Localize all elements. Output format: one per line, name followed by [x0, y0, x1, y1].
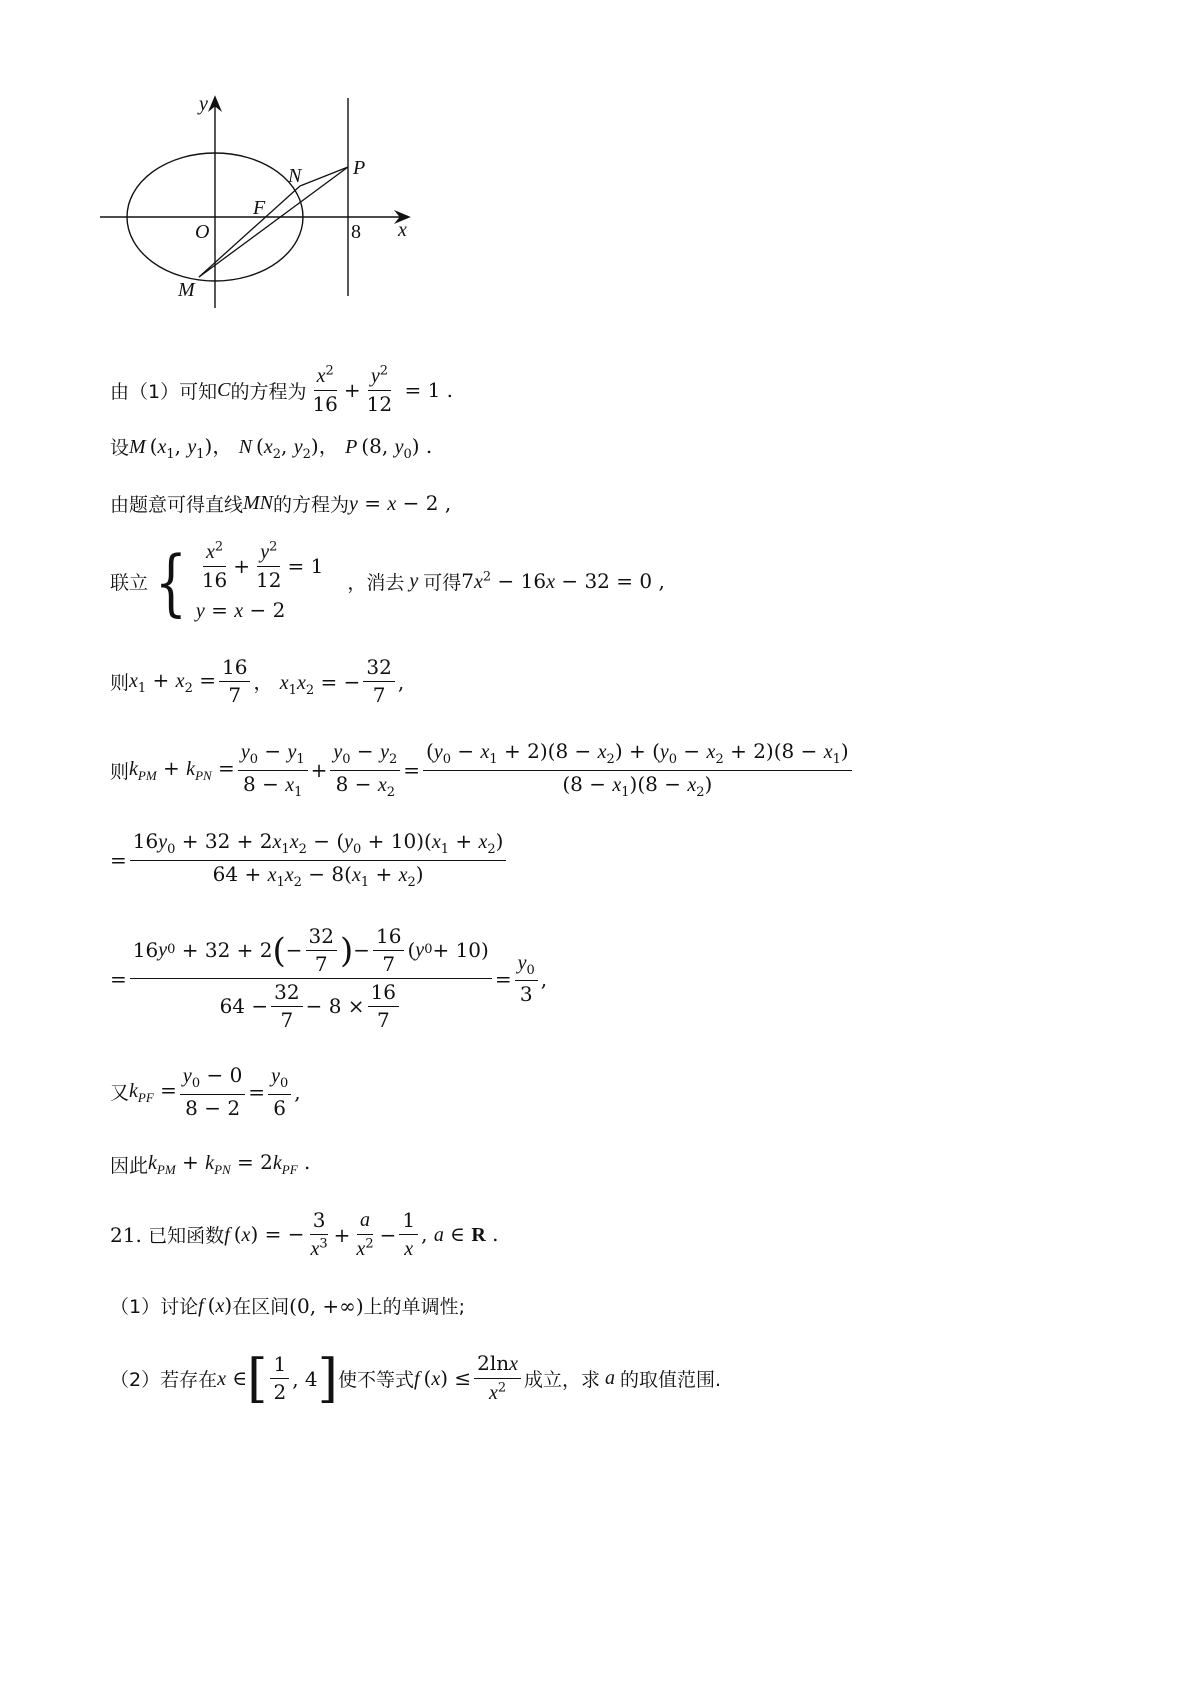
l4-prefix: 联立: [110, 572, 149, 594]
line-slope-sum: 则 $k_{PM} + k_{PN}$ = $\frac{y_0 - y_1}{8 - x_1}$ + $\frac{y_0 - y_2}{8 - x_2}$ = $\frac{(y_0 - x_1 + 2)(8 - x_2) + (y_0 - x_2 + 2)(8 - x_1)}{(8 - x_1)(8 - x_2)}$: [110, 740, 855, 801]
q1-label: （1）讨论: [110, 1296, 199, 1318]
label-f: F: [253, 197, 266, 219]
l3-prefix: 由题意可得直线: [110, 494, 244, 516]
l6-prefix: 则: [110, 760, 130, 783]
l3-mn: MN: [243, 492, 274, 514]
label-o: O: [195, 221, 210, 243]
sub-question-1: （1）讨论 f (x) 在区间 (0, +∞) 上的单调性;: [110, 1293, 466, 1318]
q2-end: 的取值范围.: [620, 1369, 722, 1391]
segment-mp: [199, 167, 348, 277]
l1-mid: 的方程为: [230, 380, 307, 403]
l5-prefix: 则: [110, 672, 130, 694]
l4-mid2: 可得: [423, 572, 462, 594]
q21-prefix: 已知函数: [148, 1225, 225, 1247]
problem-21: 21. 已知函数 f (x) = − $\frac{3}{x^3}$ + $\frac{a}{x^2}$ − $\frac{1}{x}$ , a ∈ R .: [110, 1207, 499, 1260]
line-system: 联立 { $\frac{x^2}{16}$ + $\frac{y^2}{12}$ = 1 y = x − 2 ，消去 y 可得 $7x^2 - 16x - 32 = 0$ ,: [110, 539, 665, 624]
q21-number: 21.: [110, 1222, 142, 1247]
l4-mid: ，消去: [347, 572, 405, 594]
label-m: M: [178, 279, 195, 301]
line-step-3: = 16 y 0 + 32 + 2 ( − $\frac{32}{7}$ ) − $\frac{16}{7}$ ( y 0 + 10) 64 − $\frac{32}{7}$ − 8 × $\frac{16}{7}$ = $\frac{y_0}{3}$ ,: [110, 924, 548, 1032]
l3-mid: 的方程为: [273, 494, 350, 516]
l2-prefix: 设: [110, 436, 130, 459]
segment-np: [300, 167, 348, 186]
label-8: 8: [351, 221, 361, 243]
l1-prefix: 由（1）可知: [110, 380, 218, 403]
line-step-2: = $\frac{16y_0 + 32 + 2x_1x_2 - (y_0 + 10)(x_1 + x_2)}{64 + x_1x_2 - 8(x_1 + x_2)}$: [110, 830, 509, 891]
q1-mid: 在区间: [232, 1296, 290, 1318]
line-kpf: 又 $k_{PF}$ = $\frac{y_0 - 0}{8 - 2}$ = $\frac{y_0}{6}$ ,: [110, 1063, 301, 1120]
segment-mn: [199, 186, 300, 277]
line-set-points: 设 M ($x_1$, $y_1$)， N ($x_2$, $y_2$)， P (8, $y_0$) .: [110, 434, 433, 462]
label-x: x: [398, 219, 407, 241]
label-y: y: [199, 93, 208, 115]
l9-prefix: 又: [110, 1082, 130, 1105]
l10-prefix: 因此: [110, 1154, 149, 1177]
q2-suffix: 成立，求: [524, 1369, 601, 1391]
line-vieta: 则 $x_1 + x_2$ = $\frac{16}{7}$ ， $x_1x_2$ = − $\frac{32}{7}$ ,: [110, 655, 405, 707]
label-p: P: [353, 157, 366, 179]
sub-question-2: （2）若存在 x ∈ [ $\frac{1}{2}$ , 4 ] 使不等式 f (x) ≤ $\frac{2\ln x}{x^2}$ 成立，求 a 的取值范围.: [110, 1348, 722, 1409]
line-equation-c: 由（1）可知 C 的方程为 $\frac{x^2}{16}$ + $\frac{y^2}{12}$ = 1 .: [110, 363, 454, 416]
line-conclusion: 因此 $k_{PM} + k_{PN} = 2k_{PF}$ .: [110, 1150, 311, 1177]
label-n: N: [288, 165, 302, 187]
q2-mid: 使不等式: [337, 1369, 414, 1391]
l1-c: C: [217, 378, 231, 401]
q2-label: （2）若存在: [110, 1369, 218, 1391]
ellipse-figure: [95, 90, 435, 310]
q1-suffix: 上的单调性;: [363, 1296, 466, 1318]
line-mn-equation: 由题意可得直线 MN 的方程为 y = x − 2 ,: [110, 491, 452, 516]
